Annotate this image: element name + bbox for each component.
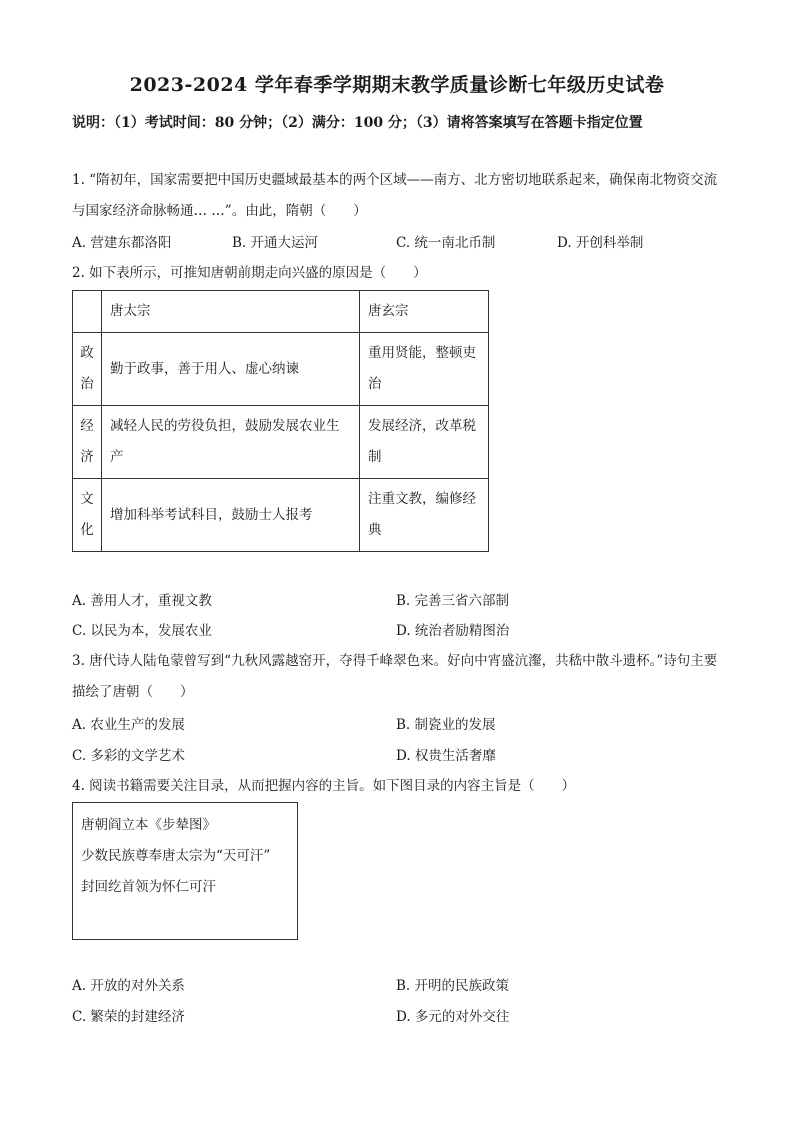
question-3-option-a[interactable]: A. 农业生产的发展 — [72, 717, 185, 733]
question-3-option-d[interactable]: D. 权贵生活奢靡 — [396, 748, 496, 764]
question-4-stem: 4. 阅读书籍需要关注目录，从而把握内容的主旨。如下图目录的内容主旨是（ ） — [72, 778, 576, 794]
table-row — [73, 406, 489, 479]
table-header-taizong: 唐太宗 — [102, 291, 360, 333]
question-3-option-b[interactable]: B. 制瓷业的发展 — [396, 717, 496, 733]
table-cell: 重用贤能，整顿吏治 — [360, 333, 489, 406]
question-2-option-a[interactable]: A. 善用人才，重视文教 — [72, 593, 212, 609]
table-header-xuanzong: 唐玄宗 — [360, 291, 489, 333]
table-row-label: 文化 — [73, 479, 102, 552]
table-header-empty — [73, 291, 102, 333]
table-row — [73, 479, 489, 552]
table-row-label: 经济 — [73, 406, 102, 479]
question-2-option-b[interactable]: B. 完善三省六部制 — [396, 593, 510, 609]
exam-title: 2023-2024 学年春季学期期末教学质量诊断七年级历史试卷 — [129, 74, 665, 96]
question-4-option-b[interactable]: B. 开明的民族政策 — [396, 978, 510, 994]
table-row-label: 政治 — [73, 333, 102, 406]
table-cell: 增加科举考试科目，鼓励士人报考 — [102, 479, 360, 552]
question-1-option-a[interactable]: A. 营建东都洛阳 — [72, 235, 172, 251]
toc-item: 唐朝阎立本《步辇图》 — [81, 817, 216, 833]
question-2-stem: 2. 如下表所示，可推知唐朝前期走向兴盛的原因是（ ） — [72, 265, 427, 281]
question-4-option-c[interactable]: C. 繁荣的封建经济 — [72, 1009, 185, 1025]
table-cell: 注重文教，编修经典 — [360, 479, 489, 552]
table-cell: 勤于政事，善于用人、虚心纳谏 — [102, 333, 360, 406]
table-cell: 发展经济，改革税制 — [360, 406, 489, 479]
question-4-option-a[interactable]: A. 开放的对外关系 — [72, 978, 185, 994]
question-1-option-d[interactable]: D. 开创科举制 — [557, 235, 644, 251]
question-3-option-c[interactable]: C. 多彩的文学艺术 — [72, 748, 185, 764]
question-3-stem: 3. 唐代诗人陆龟蒙曾写到“九秋风露越窑开，夺得千峰翠色来。好向中宵盛沆瀣，共嵇中散斗遗杯。”诗句主要描绘了唐朝（ ） — [72, 653, 718, 700]
exam-instructions: 说明：（1）考试时间：80 分钟；（2）满分：100 分；（3）请将答案填写在答题卡指定位置 — [72, 115, 643, 131]
question-2-option-c[interactable]: C. 以民为本，发展农业 — [72, 623, 212, 639]
question-1-option-b[interactable]: B. 开通大运河 — [232, 235, 319, 251]
question-4-table-of-contents — [72, 802, 298, 940]
question-2-option-d[interactable]: D. 统治者励精图治 — [396, 623, 510, 639]
toc-item: 少数民族尊奉唐太宗为“天可汗” — [81, 848, 271, 864]
toc-item: 封回纥首领为怀仁可汗 — [81, 879, 216, 895]
question-2-table — [72, 290, 489, 552]
question-4-option-d[interactable]: D. 多元的对外交往 — [396, 1009, 510, 1025]
question-1-stem: 1. “隋初年，国家需要把中国历史疆域最基本的两个区域——南方、北方密切地联系起来，确保南北物资交流与国家经济命脉畅通… …”。由此，隋朝（ ） — [72, 172, 718, 219]
question-1-option-c[interactable]: C. 统一南北币制 — [396, 235, 496, 251]
table-header-row — [73, 291, 489, 333]
table-cell: 减轻人民的劳役负担，鼓励发展农业生产 — [102, 406, 360, 479]
table-row — [73, 333, 489, 406]
